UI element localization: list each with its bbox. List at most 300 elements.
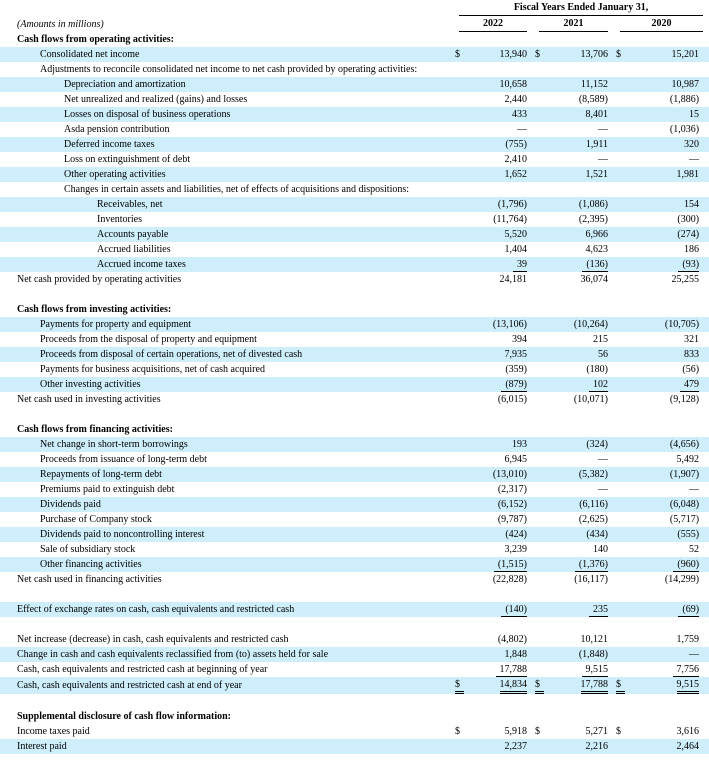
amount-cell-2020 [632, 347, 709, 362]
currency-symbol [533, 77, 551, 92]
amount-cell-2021 [551, 647, 614, 662]
currency-symbol [614, 182, 632, 197]
amount-value: 36,074 [580, 274, 608, 285]
currency-symbol [453, 632, 471, 647]
line-item-label-proceeds-from-the-disposal-of-property-and-equip: Proceeds from the disposal of property and equipment [40, 334, 257, 345]
amount-value: — [689, 649, 700, 660]
section-title-cash-flows-from-investing-activities: Cash flows from investing activities: [17, 304, 172, 315]
line-item-label-effect-of-exchange-rates-on-cash-cash-equivalent: Effect of exchange rates on cash, cash equivalents and restricted cash [0, 602, 453, 617]
currency-symbol [533, 182, 551, 197]
currency-symbol [533, 212, 551, 227]
fiscal-year-header-row [0, 0, 709, 16]
amount-value: 833 [684, 349, 700, 360]
currency-symbol [453, 662, 471, 677]
amount-value: (2,317) [497, 484, 527, 495]
amount-cell-2022 [471, 167, 533, 182]
spacer-row [0, 617, 709, 632]
amount-value: 186 [684, 244, 700, 255]
currency-symbol [533, 527, 551, 542]
currency-symbol [533, 62, 551, 77]
amount-value: 2,464 [676, 741, 700, 752]
currency-symbol [533, 362, 551, 377]
amount-cell-2021 [551, 332, 614, 347]
amount-cell-2021 [551, 452, 614, 467]
line-item-label-accrued-income-taxes: Accrued income taxes [0, 257, 453, 272]
line-item-label-net-change-in-short-term-borrowings: Net change in short-term borrowings [0, 437, 453, 452]
line-item-row [0, 467, 709, 482]
amount-cell-2021 [551, 557, 614, 572]
amount-cell-2022 [471, 227, 533, 242]
currency-symbol [614, 257, 632, 272]
currency-symbol [453, 92, 471, 107]
amount-cell-2020 [632, 632, 709, 647]
amount-value: (180) [586, 364, 608, 375]
amount-value: (879) [501, 378, 527, 392]
amount-value: 25,255 [671, 274, 700, 285]
currency-symbol [453, 197, 471, 212]
currency-symbol [533, 92, 551, 107]
amount-value: 102 [589, 378, 608, 392]
amount-value: (16,117) [574, 574, 608, 585]
amount-cell-2022 [471, 152, 533, 167]
amount-value: 6,945 [504, 454, 527, 465]
amount-cell-2020 [632, 647, 709, 662]
amount-value: (10,071) [573, 394, 608, 405]
amount-value: 433 [512, 109, 527, 120]
currency-symbol [533, 197, 551, 212]
amount-cell-2021 [551, 137, 614, 152]
amount-value: (5,717) [669, 514, 700, 525]
line-item-label-net-cash-provided-by-operating-activities: Net cash provided by operating activities [17, 274, 182, 285]
amount-cell-2020 [632, 302, 709, 317]
amount-value: (555) [677, 529, 700, 540]
currency-symbol-text: $ [455, 678, 464, 694]
currency-symbol [453, 362, 471, 377]
currency-symbol [614, 724, 632, 739]
line-item-row [0, 77, 709, 92]
line-item-row [0, 107, 709, 122]
line-item-label-net-increase-decrease-in-cash-cash-equivalents-a: Net increase (decrease) in cash, cash equivalents and restricted cash [17, 634, 289, 645]
amount-cell-2021 [551, 602, 614, 617]
line-item-label-other-operating-activities: Other operating activities [0, 167, 453, 182]
amount-cell-2020 [632, 167, 709, 182]
currency-symbol [614, 452, 632, 467]
currency-symbol [614, 242, 632, 257]
line-item-label-cash-cash-equivalents-and-restricted-cash-at-beg: Cash, cash equivalents and restricted cash at beginning of year [17, 664, 268, 675]
amount-value: 321 [684, 334, 700, 345]
currency-symbol [453, 182, 471, 197]
currency-symbol [453, 392, 471, 407]
amount-value: (4,802) [497, 634, 527, 645]
amount-cell-2022 [471, 182, 533, 197]
currency-symbol [533, 497, 551, 512]
amount-value: 1,652 [504, 169, 527, 180]
amount-cell-2022 [471, 709, 533, 724]
line-item-row [0, 152, 709, 167]
amount-cell-2021 [551, 197, 614, 212]
amount-value: (2,395) [578, 214, 608, 225]
amount-cell-2020 [632, 467, 709, 482]
amount-cell-2020 [632, 512, 709, 527]
year-header-row [0, 16, 709, 32]
line-item-label-receivables-net: Receivables, net [0, 197, 453, 212]
amount-cell-2020 [632, 557, 709, 572]
section-header-row [0, 302, 709, 317]
line-item-label-net-cash-used-in-financing-activities: Net cash used in financing activities [17, 574, 162, 585]
currency-symbol [533, 242, 551, 257]
line-item-row [0, 227, 709, 242]
currency-symbol [533, 467, 551, 482]
currency-symbol [453, 332, 471, 347]
amount-value: 10,658 [499, 79, 527, 90]
currency-symbol [614, 122, 632, 137]
amount-value: 10,987 [671, 79, 700, 90]
currency-symbol [453, 62, 471, 77]
amount-cell-2022 [471, 272, 533, 287]
amount-cell-2022 [471, 572, 533, 587]
amount-cell-2021 [551, 182, 614, 197]
amount-value: 1,911 [585, 139, 608, 150]
spacer-row [0, 587, 709, 602]
amount-cell-2020 [632, 272, 709, 287]
amount-value: 1,981 [676, 169, 700, 180]
amount-cell-2022 [471, 197, 533, 212]
currency-symbol [614, 377, 632, 392]
amount-value: 5,492 [676, 454, 700, 465]
amount-cell-2020 [632, 332, 709, 347]
amount-value: (56) [682, 364, 700, 375]
amount-cell-2021 [551, 497, 614, 512]
line-item-label-losses-on-disposal-of-business-operations: Losses on disposal of business operations [0, 107, 453, 122]
spacer-row [0, 287, 709, 302]
amount-value: (2,625) [578, 514, 608, 525]
amount-cell-2020 [632, 362, 709, 377]
currency-symbol [453, 497, 471, 512]
currency-symbol-text: $ [535, 49, 540, 60]
currency-symbol [533, 647, 551, 662]
amount-cell-2020 [632, 602, 709, 617]
amount-cell-2021 [551, 242, 614, 257]
amount-value: 5,918 [504, 726, 527, 737]
amount-value: 1,759 [676, 634, 700, 645]
year-2020-header: 2020 [620, 16, 703, 32]
amount-cell-2022 [471, 482, 533, 497]
amount-cell-2020 [632, 317, 709, 332]
currency-symbol [533, 482, 551, 497]
amount-cell-2020 [632, 482, 709, 497]
amount-value: 10,121 [580, 634, 608, 645]
currency-symbol [533, 677, 551, 694]
currency-symbol [614, 197, 632, 212]
amount-value: (5,382) [578, 469, 608, 480]
currency-symbol-text: $ [616, 678, 625, 694]
currency-symbol-text: $ [616, 726, 621, 737]
amount-cell-2020 [632, 197, 709, 212]
amount-value: 14,834 [500, 678, 528, 694]
currency-symbol [533, 272, 551, 287]
currency-symbol [533, 422, 551, 437]
amount-cell-2021 [551, 377, 614, 392]
amount-cell-2021 [551, 47, 614, 62]
amount-cell-2020 [632, 527, 709, 542]
amount-value: 15 [689, 109, 700, 120]
amount-cell-2022 [471, 47, 533, 62]
amount-value: (22,828) [492, 574, 527, 585]
amount-value: — [689, 154, 700, 165]
amount-value: (13,106) [492, 319, 527, 330]
currency-symbol [453, 317, 471, 332]
currency-symbol [533, 122, 551, 137]
currency-symbol [614, 709, 632, 724]
spacer-row [0, 407, 709, 422]
amount-cell-2021 [551, 677, 614, 694]
currency-symbol [614, 647, 632, 662]
amount-cell-2020 [632, 242, 709, 257]
currency-symbol [614, 302, 632, 317]
amount-value: 17,788 [496, 663, 528, 677]
amount-cell-2020 [632, 77, 709, 92]
amount-cell-2021 [551, 572, 614, 587]
currency-symbol [533, 377, 551, 392]
amount-cell-2020 [632, 422, 709, 437]
line-item-row [0, 317, 709, 332]
line-item-row [0, 724, 709, 739]
currency-symbol [533, 227, 551, 242]
amount-value: 5,271 [585, 726, 608, 737]
line-item-row [0, 437, 709, 452]
amount-value: (324) [586, 439, 608, 450]
currency-symbol [614, 497, 632, 512]
currency-symbol [614, 602, 632, 617]
currency-symbol [453, 302, 471, 317]
amount-cell-2020 [632, 452, 709, 467]
currency-symbol [533, 572, 551, 587]
amount-cell-2022 [471, 122, 533, 137]
amount-cell-2022 [471, 467, 533, 482]
amount-cell-2022 [471, 527, 533, 542]
amount-cell-2021 [551, 302, 614, 317]
currency-symbol [614, 632, 632, 647]
currency-symbol [453, 77, 471, 92]
section-header-row [0, 709, 709, 724]
currency-symbol [614, 32, 632, 47]
amount-cell-2021 [551, 662, 614, 677]
currency-symbol [453, 137, 471, 152]
amount-cell-2021 [551, 152, 614, 167]
line-item-label-net-cash-used-in-investing-activities: Net cash used in investing activities [17, 394, 161, 405]
line-item-row [0, 62, 709, 77]
amount-value: 9,515 [677, 678, 700, 694]
currency-symbol [533, 512, 551, 527]
amount-cell-2020 [632, 724, 709, 739]
line-item-label-accounts-payable: Accounts payable [0, 227, 453, 242]
amount-cell-2022 [471, 392, 533, 407]
currency-symbol [453, 647, 471, 662]
line-item-label-accrued-liabilities: Accrued liabilities [97, 244, 171, 255]
amount-cell-2021 [551, 709, 614, 724]
amount-value: (6,152) [497, 499, 527, 510]
amount-value: 1,848 [504, 649, 527, 660]
amount-value: 3,616 [676, 726, 700, 737]
amount-cell-2020 [632, 662, 709, 677]
currency-symbol [614, 467, 632, 482]
amount-value: — [689, 484, 700, 495]
amount-cell-2021 [551, 724, 614, 739]
amount-value: (1,036) [669, 124, 700, 135]
line-item-label-deferred-income-taxes: Deferred income taxes [0, 137, 453, 152]
currency-symbol [453, 242, 471, 257]
amount-cell-2022 [471, 602, 533, 617]
currency-symbol [533, 557, 551, 572]
line-item-row [0, 647, 709, 662]
currency-symbol [453, 107, 471, 122]
amount-cell-2022 [471, 452, 533, 467]
amount-value: 2,440 [504, 94, 527, 105]
amount-cell-2021 [551, 437, 614, 452]
currency-symbol [453, 377, 471, 392]
fiscal-years-title: Fiscal Years Ended January 31, [459, 0, 703, 16]
units-caption: (Amounts in millions) [17, 18, 104, 30]
line-item-row [0, 182, 709, 197]
year-2021-header: 2021 [539, 16, 608, 32]
amount-cell-2022 [471, 302, 533, 317]
amount-value: (11,764) [493, 214, 527, 225]
amount-cell-2021 [551, 92, 614, 107]
amount-value: 235 [589, 603, 608, 617]
amount-cell-2020 [632, 92, 709, 107]
currency-symbol [614, 62, 632, 77]
amount-cell-2022 [471, 677, 533, 694]
amount-value: 56 [598, 349, 608, 360]
line-item-row [0, 739, 709, 754]
amount-cell-2022 [471, 32, 533, 47]
amount-cell-2020 [632, 137, 709, 152]
amount-cell-2020 [632, 182, 709, 197]
amount-value: (14,299) [664, 574, 700, 585]
line-item-row [0, 242, 709, 257]
line-item-label-payments-for-business-acquisitions-net-of-cash-a: Payments for business acquisitions, net of cash acquired [40, 364, 265, 375]
amount-value: 394 [512, 334, 527, 345]
currency-symbol [453, 272, 471, 287]
amount-cell-2021 [551, 122, 614, 137]
amount-value: (300) [677, 214, 700, 225]
line-item-label-sale-of-subsidiary-stock: Sale of subsidiary stock [40, 544, 136, 555]
amount-cell-2022 [471, 212, 533, 227]
amount-value: 7,935 [504, 349, 527, 360]
amount-value: 1,404 [504, 244, 527, 255]
section-title-cash-flows-from-operating-activities: Cash flows from operating activities: [17, 34, 175, 45]
amount-cell-2022 [471, 647, 533, 662]
line-item-label-change-in-cash-and-cash-equivalents-reclassified: Change in cash and cash equivalents reclassified from (to) assets held for sale [0, 647, 453, 662]
amount-cell-2021 [551, 362, 614, 377]
amount-value: (93) [678, 258, 699, 272]
line-item-label-purchase-of-company-stock: Purchase of Company stock [40, 514, 152, 525]
amount-value: (140) [501, 603, 527, 617]
line-item-label-consolidated-net-income: Consolidated net income [0, 47, 453, 62]
line-item-row [0, 542, 709, 557]
currency-symbol [533, 302, 551, 317]
amount-value: 3,239 [504, 544, 527, 555]
section-title-supplemental-disclosure-of-cash-flow-information: Supplemental disclosure of cash flow information: [17, 711, 231, 722]
line-item-row [0, 677, 709, 694]
amount-value: 479 [680, 378, 699, 392]
amount-value: (1,376) [575, 558, 608, 572]
currency-symbol [614, 422, 632, 437]
line-item-label-dividends-paid: Dividends paid [0, 497, 453, 512]
amount-value: (10,264) [573, 319, 608, 330]
amount-cell-2021 [551, 317, 614, 332]
currency-symbol [614, 92, 632, 107]
amount-value: 193 [512, 439, 527, 450]
amount-cell-2021 [551, 107, 614, 122]
line-item-label-proceeds-from-issuance-of-long-term-debt: Proceeds from issuance of long-term debt [40, 454, 207, 465]
currency-symbol [533, 107, 551, 122]
amount-cell-2022 [471, 662, 533, 677]
amount-cell-2020 [632, 122, 709, 137]
line-item-row [0, 512, 709, 527]
currency-symbol [533, 437, 551, 452]
line-item-label-premiums-paid-to-extinguish-debt: Premiums paid to extinguish debt [40, 484, 175, 495]
currency-symbol [533, 602, 551, 617]
amount-value: 215 [593, 334, 608, 345]
line-item-row [0, 527, 709, 542]
line-item-row [0, 377, 709, 392]
line-item-label-changes-in-certain-assets-and-liabilities-net-of: Changes in certain assets and liabilities, net of effects of acquisitions and dispositions: [64, 184, 410, 195]
amount-cell-2020 [632, 709, 709, 724]
amount-cell-2021 [551, 739, 614, 754]
amount-value: (6,116) [579, 499, 608, 510]
currency-symbol [533, 709, 551, 724]
currency-symbol [533, 257, 551, 272]
amount-value: (1,886) [669, 94, 700, 105]
amount-cell-2022 [471, 62, 533, 77]
amount-value: 6,966 [585, 229, 608, 240]
line-item-label-proceeds-from-disposal-of-certain-operations-net: Proceeds from disposal of certain operations, net of divested cash [0, 347, 453, 362]
amount-value: (10,705) [664, 319, 700, 330]
currency-symbol [614, 482, 632, 497]
line-item-row [0, 602, 709, 617]
currency-symbol-text: $ [455, 49, 460, 60]
currency-symbol-text: $ [455, 726, 460, 737]
amount-cell-2022 [471, 362, 533, 377]
currency-symbol [453, 467, 471, 482]
currency-symbol [453, 422, 471, 437]
currency-symbol [453, 482, 471, 497]
currency-symbol [453, 572, 471, 587]
amount-value: (359) [505, 364, 527, 375]
currency-symbol [533, 332, 551, 347]
line-item-row [0, 137, 709, 152]
currency-symbol [614, 227, 632, 242]
line-item-label-inventories: Inventories [97, 214, 142, 225]
amount-cell-2022 [471, 317, 533, 332]
amount-value: 320 [684, 139, 700, 150]
amount-cell-2020 [632, 377, 709, 392]
amount-cell-2020 [632, 62, 709, 77]
currency-symbol [453, 347, 471, 362]
currency-symbol [614, 272, 632, 287]
currency-symbol [453, 724, 471, 739]
amount-cell-2022 [471, 437, 533, 452]
currency-symbol [614, 107, 632, 122]
line-item-label-asda-pension-contribution: Asda pension contribution [64, 124, 170, 135]
amount-cell-2020 [632, 152, 709, 167]
line-item-label-other-investing-activities: Other investing activities [0, 377, 453, 392]
currency-symbol [453, 677, 471, 694]
amount-cell-2020 [632, 212, 709, 227]
line-item-row [0, 632, 709, 647]
line-item-row [0, 197, 709, 212]
